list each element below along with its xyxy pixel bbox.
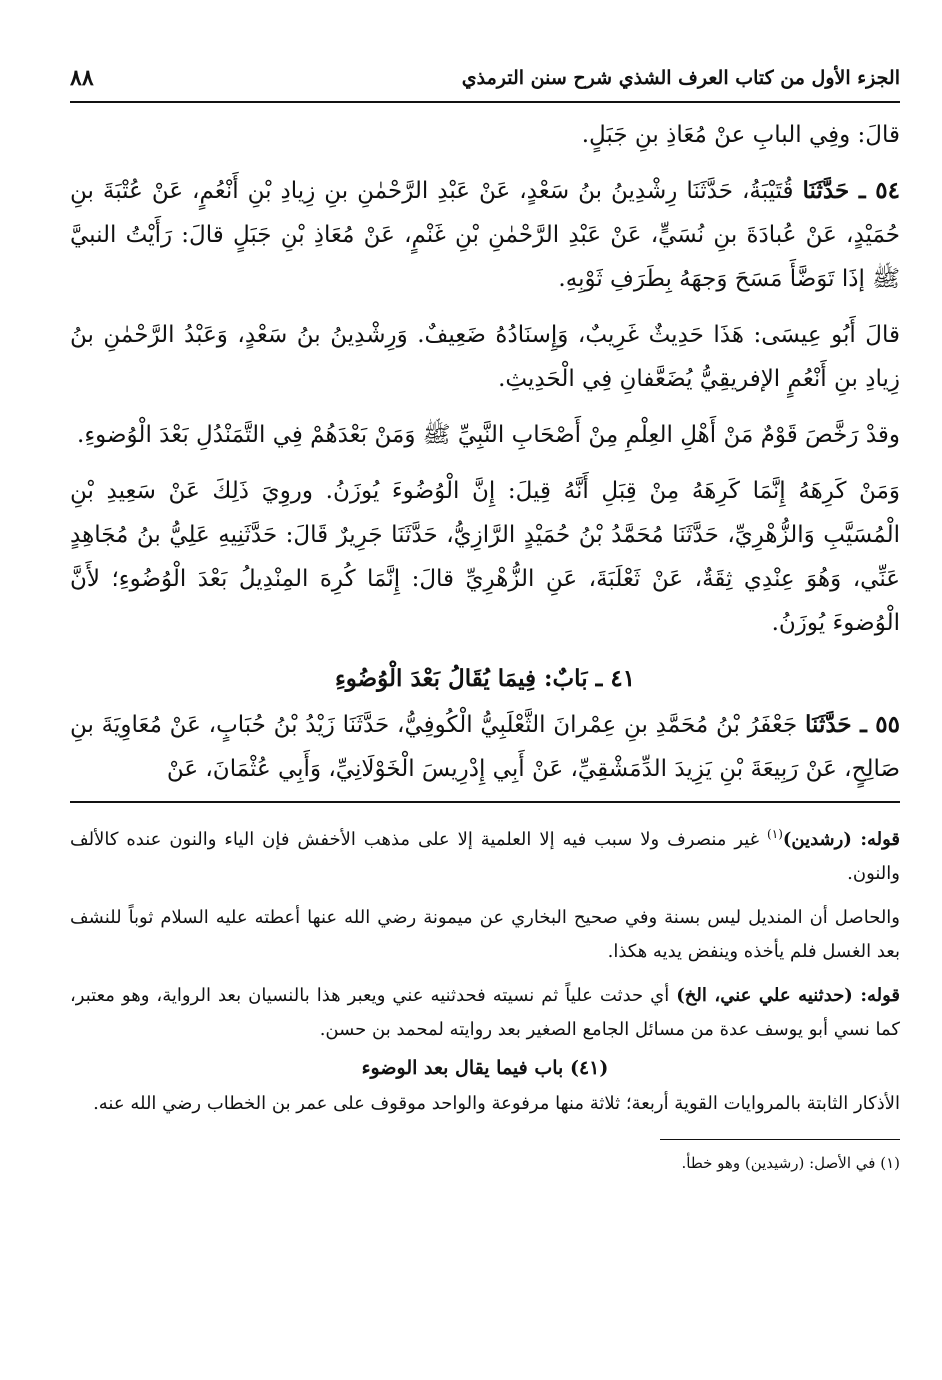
hadith-54: ٥٤ ـ حَدَّثَنَا قُتَيْبَةُ، حَدَّثَنَا رِشْدِينُ بنُ سَعْدٍ، عَنْ عَبْدِ الرَّحْمٰنِ بنِ زِيادِ بْنِ أَنْعُمٍ، عَنْ عُتْبَةَ بنِ حُمَيْدٍ، عَنْ عُبادَةَ بنِ نُسَيٍّ، عَنْ عَبْدِ الرَّحْمٰنِ بْنِ غَنْمٍ، عَنْ مُعَاذِ بْنِ جَبَلٍ قالَ: رَأَيْتُ النبيَّ ﷺ إذَا تَوَضَّأَ مَسَحَ وَجهَهُ بِطَرَفِ ثَوْبِهِ. xyxy=(70,177,900,292)
page xyxy=(70,55,900,1172)
commentary-paragraph: الأذكار الثابتة بالمروايات القوية أربعة؛ ثلاثة منها مرفوعة والواحد موقوف على عمر بن الخطاب رضي الله عنه. xyxy=(93,1093,900,1114)
paragraph: قالَ أَبُو عِيسَى: هَذَا حَدِيثٌ غَرِيبٌ، وَإِسنَادُهُ ضَعِيفٌ. وَرِشْدِينُ بنُ سَعْدٍ، وَعَبْدُ الرَّحْمٰنِ بنُ زِيادِ بنِ أَنْعُمٍ الإفريقِيُّ يُضَعَّفانِ فِي الْحَدِيثِ. xyxy=(70,322,900,392)
hadith-number: ٥٤ ـ حَدَّثَنَا xyxy=(802,177,900,204)
commentary-paragraph: قوله: (رشدين)$^{(١)}$ غير منصرف ولا سبب فيه إلا العلمية إلا على مذهب الأخفش فإن الياء والنون عنده كالألف والنون. xyxy=(70,827,900,884)
commentary-paragraph: قوله: (حدثنيه علي عني، الخ) أي حدثت علياً ثم نسيته فحدثنيه عني ويعبر هذا بالنسيان بعد الرواية، وهو معتبر، كما نسي أبو يوسف عدة من مسائل الجامع الصغير بعد روايته لمحمد بن حسن. xyxy=(70,985,901,1040)
hadith-text xyxy=(70,113,900,791)
commentary-chapter-heading: (٤١) باب فيما يقال بعد الوضوء xyxy=(361,1057,609,1079)
paragraph: وقدْ رَخَّصَ قَوْمٌ مَنْ أَهْلِ العِلْمِ مِنْ أَصْحَابِ النَّبِيِّ ﷺ وَمَنْ بَعْدَهُمْ فِي التَّمَنْدُلِ بَعْدَ الْوُضوءِ. xyxy=(77,422,900,448)
hadith-55: ٥٥ ـ حَدَّثَنَا جَعْفَرُ بْنُ مُحَمَّدِ بنِ عِمْرانَ الثَّعْلَبِيُّ الْكُوفِيُّ، حَدَّثَنَا زَيْدُ بْنُ حُبَابٍ، عَنْ مُعَاوِيَةَ بنِ صَالِحٍ، عَنْ رَبِيعَةَ بْنِ يَزِيدَ الدِّمَشْقِيِّ، عَنْ أَبِي إِدْرِيسَ الْخَوْلَانِيِّ، وَأَبِي عُثْمَانَ، عَنْ xyxy=(70,711,900,782)
footnote-ref[interactable]: (١) xyxy=(767,827,783,841)
running-title: الجزء الأول من كتاب العرف الشذي شرح سنن الترمذي xyxy=(461,67,900,89)
chapter-heading: ٤١ ـ بَابٌ: فِيمَا يُقَالُ بَعْدَ الْوُضُوءِ xyxy=(334,665,636,692)
paragraph: قالَ: وفِي البابِ عنْ مُعَاذِ بنِ جَبَلٍ. xyxy=(581,122,900,148)
paragraph: وَمَنْ كَرِهَهُ إِنَّمَا كَرِهَهُ مِنْ قِبَلِ أَنَّهُ قِيلَ: إِنَّ الْوُضُوءَ يُوزَنُ. وروِيَ ذَلِكَ عَنْ سَعِيدِ بْنِ الْمُسَيَّبِ وَالزُّهْرِيِّ، حَدَّثَنَا مُحَمَّدُ بْنُ حُمَيْدٍ الرَّازِيُّ، حَدَّثَنَا جَرِيرٌ قَالَ: حَدَّثَنِيهِ عَلِيُّ بنُ مُجَاهِدٍ عَنِّي، وَهُوَ عِنْدِي ثِقَةٌ، عَنْ ثَعْلَبَةَ، عَنِ الزُّهْرِيِّ قالَ: إِنَّمَا كُرِهَ المِنْدِيلُ بَعْدَ الْوُضُوءِ؛ لأَنَّ الْوُضوءَ يُوزَنُ. xyxy=(70,478,900,636)
hadith-number: ٥٥ ـ حَدَّثَنَا xyxy=(805,711,900,738)
commentary xyxy=(70,817,900,1121)
commentary-paragraph: والحاصل أن المنديل ليس بسنة وفي صحيح البخاري عن ميمونة رضي الله عنها أعطته عليه السلام ثوباً للنشف بعد الغسل فلم يأخذه وينفض يديه هكذا. xyxy=(70,907,900,962)
commentary-divider xyxy=(70,801,900,803)
footnote: (١) في الأصل: (رشيدين) وهو خطأ. xyxy=(681,1154,900,1172)
footnote-divider xyxy=(660,1139,900,1140)
page-number: ٨٨ xyxy=(70,65,94,91)
page-header xyxy=(70,55,900,103)
